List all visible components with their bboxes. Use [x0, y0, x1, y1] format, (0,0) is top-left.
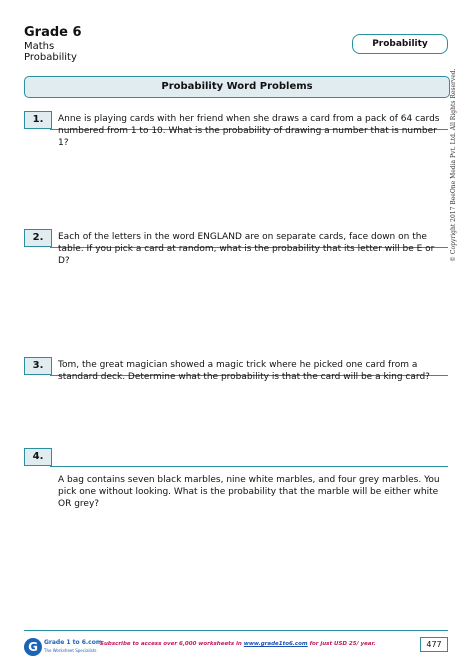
footer-divider	[24, 630, 448, 631]
copyright-notice: © Copyright 2017 BeeOne Media Pvt. Ltd. All Rights Reserved.	[450, 68, 457, 262]
logo-tagline: The Worksheet Specialists	[44, 648, 97, 653]
worksheet-title: Probability Word Problems	[24, 76, 450, 98]
grade-heading: Grade 6	[24, 25, 82, 40]
question-text: Anne is playing cards with her friend when she draws a card from a pack of 64 cards numbered from 1 to 10. What is the probability of drawing a number that is number 1?	[58, 114, 440, 148]
subject-label: Maths	[24, 41, 55, 52]
question-number: 2.	[24, 229, 52, 247]
logo-g-icon: G	[24, 638, 42, 656]
page-number: 477	[420, 637, 448, 652]
question-text: A bag contains seven black marbles, nine white marbles, and four grey marbles. You pick one without looking. What is the probability that the marble will be either white OR grey?	[58, 475, 440, 509]
logo-name: Grade 1 to 6.com	[44, 639, 103, 646]
promo-text-after: for just USD 25/ year.	[307, 641, 376, 647]
website-link[interactable]: www.grade1to6.com	[243, 641, 308, 647]
question-number: 4.	[24, 448, 52, 466]
question-text: Each of the letters in the word ENGLAND are on separate cards, face down on the table. If you pick a card at random, what is the probability that its letter will be E or D?	[58, 232, 435, 266]
question-text: Tom, the great magician showed a magic trick where he picked one card from a standard deck. Determine what the probability is that the card will be a king card?	[58, 360, 430, 382]
question-divider	[50, 466, 448, 467]
site-logo[interactable]	[24, 636, 103, 660]
question-number: 1.	[24, 111, 52, 129]
question-number: 3.	[24, 357, 52, 375]
topic-badge: Probability	[352, 34, 448, 54]
subscribe-promo	[100, 641, 390, 647]
promo-text-before: Subscribe to access over 6,000 worksheets in	[100, 641, 244, 647]
topic-label: Probability	[24, 52, 77, 63]
